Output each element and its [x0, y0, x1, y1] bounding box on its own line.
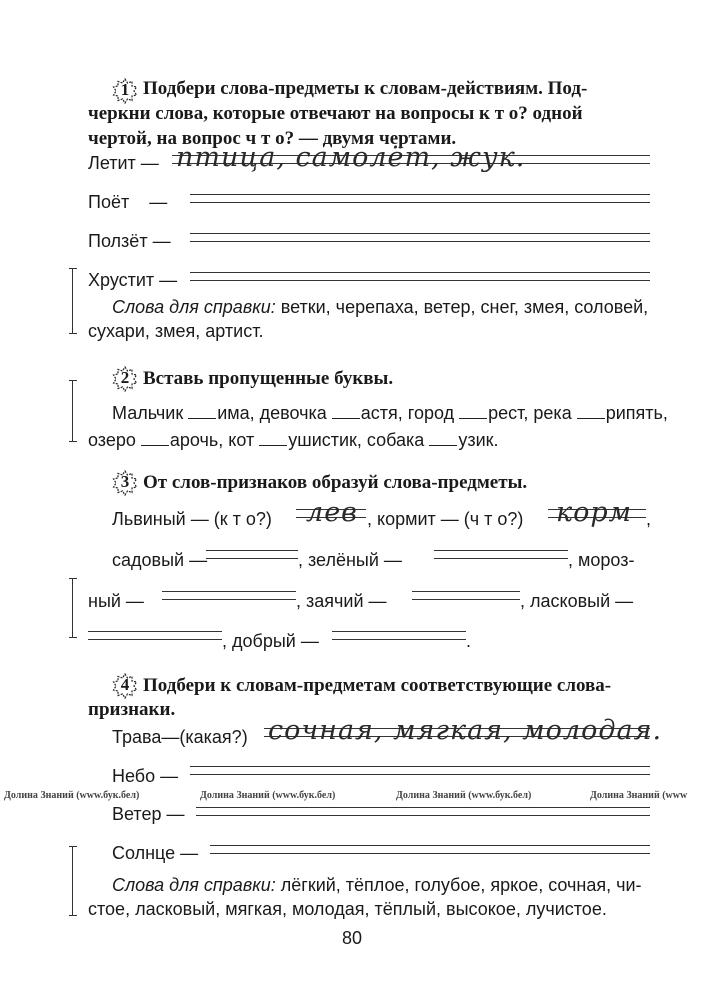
- task-3-word: , заячий —: [296, 591, 387, 611]
- missing-letter-blank[interactable]: [332, 402, 360, 419]
- task-4-title-line-1: Подбери к словам-предметам соответствующие слова-: [143, 675, 612, 696]
- hint-prefix: Слова для справки:: [112, 875, 276, 895]
- task-2-sentence-line-1: [112, 402, 668, 424]
- task-3-word: , добрый —: [222, 631, 319, 651]
- task-1-row-label: Хрустит —: [88, 270, 178, 290]
- task-1-title-line-1: Подбери слова-предметы к словам-действиям. Под-: [143, 78, 588, 99]
- sentence-fragment: има, девочка: [217, 403, 332, 423]
- answer-line: [434, 550, 568, 559]
- handwritten-answer: лев: [306, 497, 358, 528]
- sentence-fragment: арочь, кот: [169, 430, 260, 450]
- missing-letter-blank[interactable]: [188, 402, 216, 419]
- watermark: Долина Знаний (www.бук.бел): [200, 790, 336, 801]
- hint-words: ветки, черепаха, ветер, снег, змея, соловей,: [275, 297, 649, 317]
- task-1-row-label: Ползёт —: [88, 231, 171, 251]
- sentence-fragment: узик.: [458, 430, 499, 450]
- hint-prefix: Слова для справки:: [112, 297, 276, 317]
- margin-bracket: [72, 380, 79, 442]
- margin-bracket: [72, 268, 79, 334]
- task-4-number-badge: [112, 673, 138, 699]
- task-1-title-line-3: чертой, на вопрос ч т о? — двумя чертами.: [88, 128, 457, 149]
- answer-line: [162, 591, 296, 600]
- task-4-row-label: Ветер —: [112, 804, 185, 824]
- task-1-row-label: Поёт —: [88, 192, 168, 212]
- margin-bracket: [72, 846, 79, 916]
- answer-line: [88, 631, 222, 640]
- watermark: Долина Знаний (www: [590, 790, 688, 801]
- task-1-row-label: Летит —: [88, 153, 159, 173]
- sentence-fragment: ушистик, собака: [288, 430, 430, 450]
- answer-line: [190, 766, 650, 775]
- margin-bracket: [72, 578, 79, 638]
- task-3-word: Львиный — (к т о?): [112, 509, 272, 529]
- task-1-title-line-2: черкни слова, которые отвечают на вопросы к т о? одной: [88, 103, 583, 124]
- task-4-row-label: Трава—(какая?): [112, 727, 248, 747]
- task-3-word: .: [466, 631, 472, 651]
- answer-line: [206, 550, 298, 559]
- task-3-comma: ,: [646, 509, 652, 529]
- handwritten-answer: птица, самолёт, жук.: [176, 142, 526, 173]
- missing-letter-blank[interactable]: [259, 429, 287, 446]
- sentence-fragment: астя, город: [360, 403, 460, 423]
- sentence-fragment: рест, река: [488, 403, 577, 423]
- task-3-word: садовый —: [112, 550, 208, 570]
- task-3-word: , кормит — (ч т о?): [367, 509, 524, 529]
- task-1-hint-line-2: сухари, змея, артист.: [88, 321, 264, 341]
- answer-line: [190, 233, 650, 242]
- handwritten-answer: корм: [556, 497, 633, 528]
- task-3-word: , зелёный —: [298, 550, 402, 570]
- missing-letter-blank[interactable]: [459, 402, 487, 419]
- answer-line: [332, 631, 466, 640]
- task-4-hint-line-1: [112, 875, 642, 896]
- page-number: 80: [342, 928, 363, 948]
- task-4-row-label: Солнце —: [112, 843, 199, 863]
- task-3-word: ный —: [88, 591, 144, 611]
- task-3-number: 3: [120, 472, 130, 491]
- task-3-title: От слов-признаков образуй слова-предметы.: [143, 472, 528, 493]
- sentence-fragment: рипять,: [605, 403, 668, 423]
- task-2-sentence-line-2: [88, 429, 499, 451]
- hint-words: лёгкий, тёплое, голубое, яркое, сочная, чи-: [275, 875, 642, 895]
- task-4-number: 4: [120, 675, 130, 694]
- task-2-number-badge: [112, 366, 138, 392]
- answer-line: [190, 194, 650, 203]
- watermark: Долина Знаний (www.бук.бел): [4, 790, 140, 801]
- task-4-hint-line-2: стое, ласковый, мягкая, молодая, тёплый, высокое, лучистое.: [88, 899, 607, 919]
- sentence-fragment: Мальчик: [112, 403, 189, 423]
- task-1-number-badge: [112, 78, 138, 104]
- missing-letter-blank[interactable]: [429, 429, 457, 446]
- task-3-word: , ласковый —: [520, 591, 634, 611]
- task-1-hint-line-1: [112, 297, 648, 318]
- answer-line: [210, 845, 650, 854]
- missing-letter-blank[interactable]: [141, 429, 169, 446]
- task-4-row-label: Небо —: [112, 766, 179, 786]
- task-3-number-badge: [112, 470, 138, 496]
- task-1-number: 1: [120, 80, 130, 99]
- task-3-word: , мороз-: [568, 550, 635, 570]
- task-4-title-line-2: признаки.: [88, 699, 176, 720]
- handwritten-answer: сочная, мягкая, молодая.: [268, 715, 663, 746]
- task-2-title: Вставь пропущенные буквы.: [143, 368, 394, 389]
- missing-letter-blank[interactable]: [577, 402, 605, 419]
- answer-line: [196, 807, 650, 816]
- task-2-number: 2: [120, 368, 130, 387]
- sentence-fragment: озеро: [88, 430, 141, 450]
- answer-line: [190, 272, 650, 281]
- answer-line: [412, 591, 520, 600]
- watermark: Долина Знаний (www.бук.бел): [396, 790, 532, 801]
